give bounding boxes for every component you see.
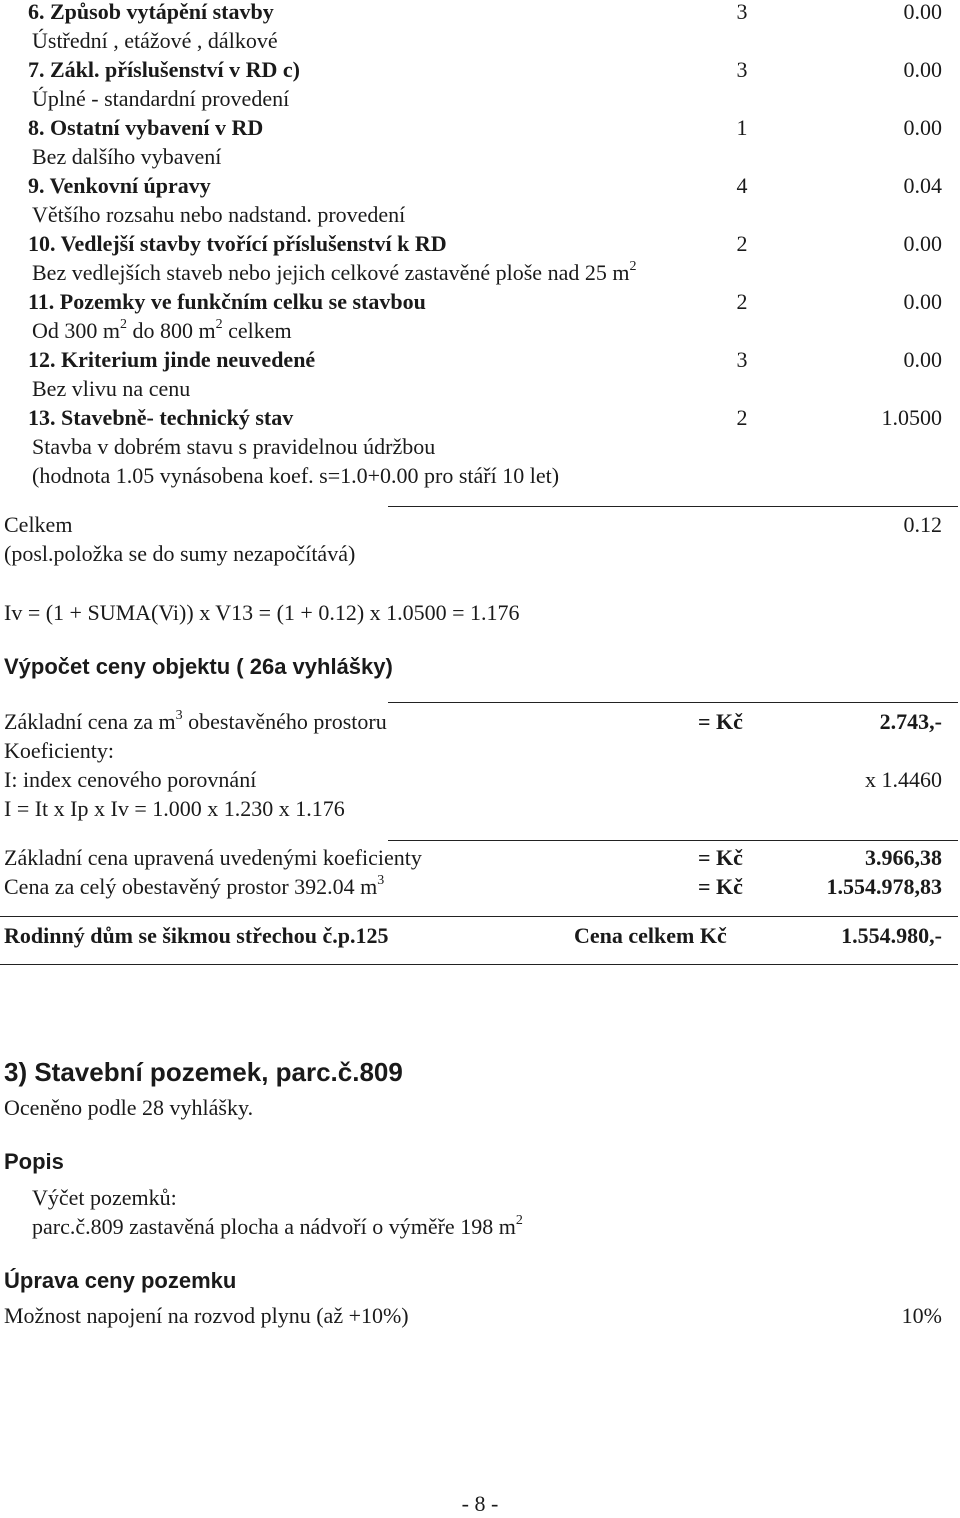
land-list-label <box>0 1183 960 1212</box>
divider <box>0 964 958 965</box>
final-price-mid: Cena celkem Kč <box>574 923 727 948</box>
coef-row <box>0 736 960 765</box>
item-11-desc <box>0 316 960 345</box>
total-note-text: (posl.položka se do sumy nezapočítává) <box>4 541 356 566</box>
currency-eq: = Kč <box>698 709 743 734</box>
item-title: 7. Zákl. příslušenství v RD c) <box>28 57 300 82</box>
total-label: Celkem <box>4 512 73 537</box>
land-heading-text: 3) Stavební pozemek, parc.č.809 <box>4 1057 403 1087</box>
item-8-row <box>0 113 960 142</box>
whole-price-label: Cena za celý obestavěný prostor 392.04 $m^3$ <box>4 872 385 899</box>
item-title: 13. Stavebně- technický stav <box>28 405 294 430</box>
popis-heading <box>0 1147 960 1176</box>
total-value: 0.12 <box>903 512 942 537</box>
item-title: 10. Vedlejší stavby tvořící příslušenství k RD <box>28 231 447 256</box>
page-number <box>0 1489 960 1518</box>
item-desc: Bez dalšího vybavení <box>32 144 222 169</box>
iv-formula <box>0 598 960 627</box>
final-price-label: Rodinný dům se šikmou střechou č.p.125 <box>4 923 389 948</box>
adjusted-price-row <box>0 843 960 872</box>
item-num: 2 <box>736 289 748 314</box>
divider <box>388 702 958 703</box>
item-num: 2 <box>736 405 748 430</box>
item-8-desc <box>0 142 960 171</box>
item-value: 1.0500 <box>881 405 942 430</box>
item-desc: Stavba v dobrém stavu s pravidelnou údržbou <box>32 434 436 459</box>
currency-eq: = Kč <box>698 845 743 870</box>
page-number-text: - 8 - <box>461 1491 499 1516</box>
item-7-desc <box>0 84 960 113</box>
total-row <box>0 510 960 539</box>
calc-heading-text: Výpočet ceny objektu ( 26a vyhlášky) <box>4 654 393 679</box>
index-formula <box>0 794 960 823</box>
item-num: 3 <box>736 57 748 82</box>
divider <box>388 506 958 507</box>
adjusted-price-label: Základní cena upravená uvedenými koeficienty <box>4 845 422 870</box>
iv-formula-text: Iv = (1 + SUMA(Vi)) x V13 = (1 + 0.12) x 1.0500 = 1.176 <box>4 600 520 625</box>
land-heading <box>0 1055 960 1089</box>
item-value: 0.00 <box>903 289 942 314</box>
land-sub <box>0 1093 960 1122</box>
item-value: 0.00 <box>903 0 942 24</box>
item-13-desc2 <box>0 461 960 490</box>
item-12-row <box>0 345 960 374</box>
land-adj-label: Možnost napojení na rozvod plynu (až +10%) <box>4 1303 409 1328</box>
final-price-row <box>0 921 960 950</box>
item-num: 4 <box>736 173 748 198</box>
currency-eq: = Kč <box>698 874 743 899</box>
popis-heading-text: Popis <box>4 1149 64 1174</box>
land-adj-value: 10% <box>901 1303 942 1328</box>
parcel-row <box>0 1212 960 1241</box>
divider <box>0 916 958 917</box>
base-price-value: 2.743,- <box>879 709 942 734</box>
item-13-desc <box>0 432 960 461</box>
base-price-label: Základní cena za $m^3$ obestavěného prostoru <box>4 707 387 734</box>
whole-price-row <box>0 872 960 901</box>
item-value: 0.00 <box>903 57 942 82</box>
item-desc: Bez vlivu na cenu <box>32 376 191 401</box>
land-adj-row <box>0 1301 960 1330</box>
item-13-row <box>0 403 960 432</box>
final-price-value: 1.554.980,- <box>841 923 942 948</box>
index-formula-text: I = It x Ip x Iv = 1.000 x 1.230 x 1.176 <box>4 796 345 821</box>
item-desc: Bez vedlejších staveb nebo jejich celkové zastavěné ploše nad 25 $m^2$ <box>32 258 637 285</box>
item-7-row <box>0 55 960 84</box>
item-num: 1 <box>736 115 748 140</box>
item-9-desc <box>0 200 960 229</box>
calc-heading <box>0 652 960 681</box>
item-num: 2 <box>736 231 748 256</box>
item-title: 12. Kriterium jinde neuvedené <box>28 347 316 372</box>
whole-price-value: 1.554.978,83 <box>826 874 942 899</box>
divider <box>388 840 958 841</box>
parcel-text: parc.č.809 zastavěná plocha a nádvoří o výměře 198 $m^2$ <box>32 1212 523 1239</box>
item-desc: (hodnota 1.05 vynásobena koef. s=1.0+0.00 pro stáří 10 let) <box>32 463 560 488</box>
item-num: 3 <box>736 0 748 24</box>
total-note <box>0 539 960 568</box>
index-label: I: index cenového porovnání <box>4 767 257 792</box>
item-desc: Ústřední , etážové , dálkové <box>32 28 278 53</box>
land-list-label-text: Výčet pozemků: <box>32 1185 177 1210</box>
index-value: x 1.4460 <box>865 767 942 792</box>
land-sub-text: Oceněno podle 28 vyhlášky. <box>4 1095 254 1120</box>
item-6-row <box>0 0 960 26</box>
item-10-desc <box>0 258 960 287</box>
item-value: 0.00 <box>903 115 942 140</box>
item-value: 0.00 <box>903 347 942 372</box>
item-desc: Většího rozsahu nebo nadstand. provedení <box>32 202 406 227</box>
item-num: 3 <box>736 347 748 372</box>
item-desc: Od 300 $m^2$ do 800 $m^2$ celkem <box>32 316 292 343</box>
adjusted-price-value: 3.966,38 <box>865 845 942 870</box>
base-price-row <box>0 707 960 736</box>
item-title: 11. Pozemky ve funkčním celku se stavbou <box>28 289 426 314</box>
index-row <box>0 765 960 794</box>
item-title: 6. Způsob vytápění stavby <box>28 0 274 24</box>
coef-label: Koeficienty: <box>4 738 114 763</box>
item-value: 0.00 <box>903 231 942 256</box>
item-6-desc <box>0 26 960 55</box>
item-value: 0.04 <box>903 173 942 198</box>
item-12-desc <box>0 374 960 403</box>
item-10-row <box>0 229 960 258</box>
item-9-row <box>0 171 960 200</box>
land-adj-heading-text: Úprava ceny pozemku <box>4 1268 237 1293</box>
item-title: 9. Venkovní úpravy <box>28 173 211 198</box>
item-desc: Úplné - standardní provedení <box>32 86 290 111</box>
item-11-row <box>0 287 960 316</box>
item-title: 8. Ostatní vybavení v RD <box>28 115 264 140</box>
land-adj-heading <box>0 1266 960 1295</box>
